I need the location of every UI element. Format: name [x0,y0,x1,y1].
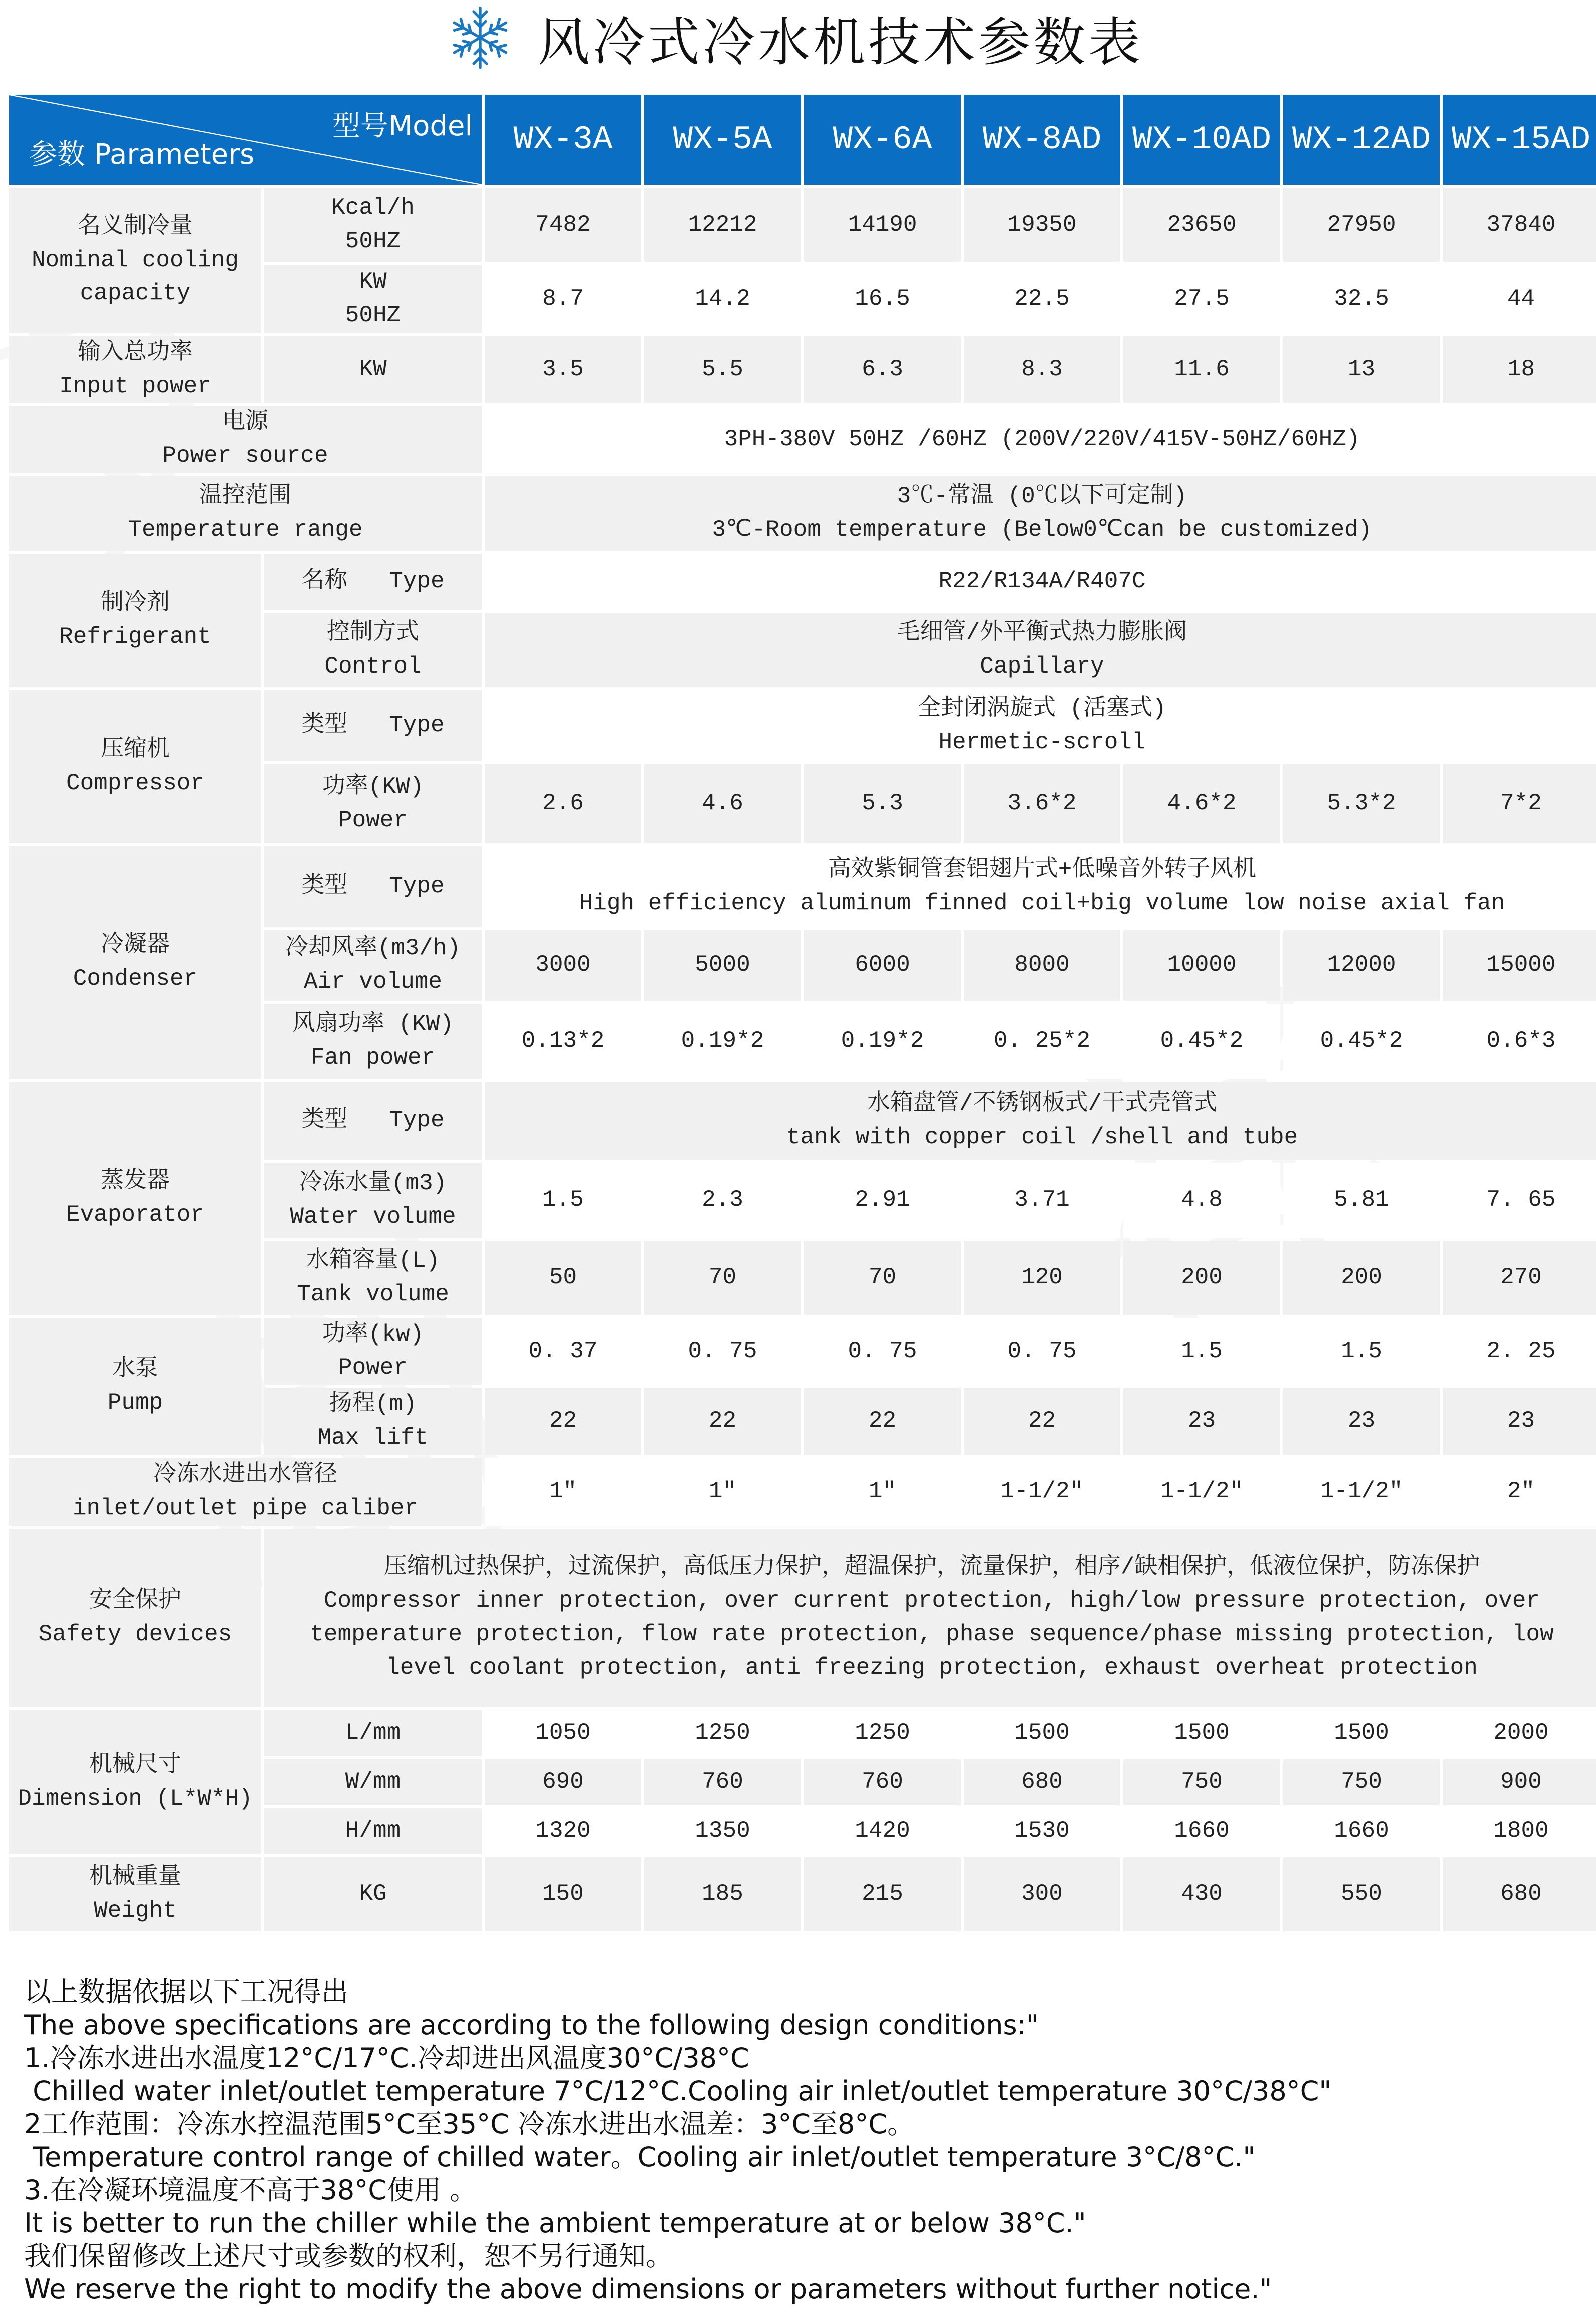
value-cell: 22 [485,1388,641,1454]
value-cell: 44 [1443,265,1596,333]
sub-label: 冷却风率(m3/h) Air volume [264,930,482,1001]
sub-label: 功率(kw) Power [264,1318,482,1385]
value-cell-span: 压缩机过热保护，过流保护，高低压力保护，超温保护，流量保护，相序/缺相保护，低液位保护，防冻保护 Compressor inner protection, over current protection, high/low pressure protection, over temperature protection, flow rate protection, phase sequence/phase missing protection, low level coolant protection, anti freezing protection, exhaust overheat protection [264,1529,1596,1707]
value-cell: 2.6 [485,764,641,843]
spec-table [6,92,1596,1934]
value-cell: 680 [1443,1857,1596,1931]
row-label-pump: 水泵 Pump [9,1318,261,1455]
row-label-evaporator: 蒸发器 Evaporator [9,1082,261,1315]
value-cell: 1500 [1283,1710,1440,1756]
note-line: 以上数据依据以下工况得出 [24,1976,348,2008]
value-cell: 12000 [1283,930,1440,1001]
note-line: 2工作范围：冷冻水控温范围5°C至35°C 冷冻水进出水温差：3°C至8°C。 [24,2108,915,2140]
model-header: WX-10AD [1123,95,1280,185]
value-cell: 14190 [804,188,961,262]
value-cell: 8.7 [485,265,641,333]
model-header: WX-6A [804,95,961,185]
value-cell: 15000 [1443,930,1596,1001]
table-row [9,406,1596,472]
sub-label: 冷冻水量(m3) Water volume [264,1163,482,1238]
value-cell: 120 [964,1241,1120,1315]
unit-cell: KW 50HZ [264,265,482,333]
sub-label: 功率(KW) Power [264,764,482,843]
value-cell: 150 [485,1857,641,1931]
value-cell: 0.6*3 [1443,1004,1596,1079]
value-cell: 270 [1443,1241,1596,1315]
value-cell: 1320 [485,1808,641,1854]
value-cell: 430 [1123,1857,1280,1931]
value-cell: 215 [804,1857,961,1931]
value-cell-span: 水箱盘管/不锈钢板式/干式壳管式 tank with copper coil /shell and tube [485,1082,1596,1160]
value-cell: 3000 [485,930,641,1001]
value-cell: 4.6*2 [1123,764,1280,843]
value-cell: 23 [1123,1388,1280,1454]
value-cell-span: 3℃-常温 (0℃以下可定制) 3℃-Room temperature (Below0℃can be customized) [485,476,1596,551]
note-line: The above specifications are according to the following design conditions:" [24,2009,1039,2041]
value-cell: 2″ [1443,1458,1596,1526]
sub-label: 水箱容量(L) Tank volume [264,1241,482,1315]
model-label: 型号Model [332,110,473,142]
value-cell: 16.5 [804,265,961,333]
value-cell: 2.3 [644,1163,801,1238]
unit-cell: Kcal/h 50HZ [264,188,482,262]
value-cell: 1800 [1443,1808,1596,1854]
value-cell: 550 [1283,1857,1440,1931]
row-label-condenser: 冷凝器 Condenser [9,846,261,1079]
value-cell: 1660 [1123,1808,1280,1854]
value-cell: 0. 75 [644,1318,801,1385]
value-cell: 1.5 [1283,1318,1440,1385]
row-label-refrigerant: 制冷剂 Refrigerant [9,554,261,687]
value-cell: 3.5 [485,336,641,403]
row-label-cooling: 名义制冷量 Nominal cooling capacity [9,188,261,333]
sub-label: 扬程(m) Max lift [264,1388,482,1454]
header-corner [9,95,482,185]
value-cell: 1500 [1123,1710,1280,1756]
value-cell-span: 3PH-380V 50HZ /60HZ (200V/220V/415V-50HZ/60HZ) [485,406,1596,472]
model-header: WX-15AD [1443,95,1596,185]
note-line: Chilled water inlet/outlet temperature 7°C/12°C.Cooling air inlet/outlet temperature 30°C/38°C" [24,2075,1332,2107]
model-header: WX-5A [644,95,801,185]
value-cell: 1350 [644,1808,801,1854]
value-cell: 760 [804,1759,961,1805]
snowflake-icon [453,5,508,70]
value-cell: 1530 [964,1808,1120,1854]
page-header [0,0,1596,75]
value-cell: 37840 [1443,188,1596,262]
value-cell: 7482 [485,188,641,262]
value-cell: 750 [1123,1759,1280,1805]
value-cell: 14.2 [644,265,801,333]
value-cell-span: 毛细管/外平衡式热力膨胀阀 Capillary [485,613,1596,687]
value-cell: 19350 [964,188,1120,262]
table-row [9,188,1596,262]
value-cell: 1420 [804,1808,961,1854]
sub-label: 类型 Type [264,1082,482,1160]
model-header: WX-3A [485,95,641,185]
page-title: 风冷式冷水机技术参数表 [537,12,1143,73]
value-cell: 185 [644,1857,801,1931]
sub-label: 类型 Type [264,846,482,927]
sub-label: 名称 Type [264,554,482,610]
value-cell: 3.6*2 [964,764,1120,843]
value-cell: 8.3 [964,336,1120,403]
note-line: It is better to run the chiller while the ambient temperature at or below 38°C." [24,2207,1086,2239]
value-cell: 1250 [804,1710,961,1756]
params-label: 参数 Parameters [29,138,255,171]
value-cell: 13 [1283,336,1440,403]
value-cell: 7*2 [1443,764,1596,843]
value-cell: 70 [644,1241,801,1315]
value-cell-span: R22/R134A/R407C [485,554,1596,610]
model-header: WX-12AD [1283,95,1440,185]
value-cell: 900 [1443,1759,1596,1805]
value-cell: 11.6 [1123,336,1280,403]
note-line: 1.冷冻水进出水温度12°C/17°C.冷却进出风温度30°C/38°C [24,2042,749,2074]
row-label-compressor: 压缩机 Compressor [9,690,261,843]
row-label-safety: 安全保护 Safety devices [9,1529,261,1707]
note-line: 我们保留修改上述尺寸或参数的权利，恕不另行通知。 [24,2240,673,2272]
value-cell: 690 [485,1759,641,1805]
value-cell: 22 [644,1388,801,1454]
value-cell: 22 [804,1388,961,1454]
unit-cell: KW [264,336,482,403]
value-cell: 5.3*2 [1283,764,1440,843]
value-cell: 70 [804,1241,961,1315]
value-cell: 0. 25*2 [964,1004,1120,1079]
value-cell: 5.81 [1283,1163,1440,1238]
value-cell: 1.5 [1123,1318,1280,1385]
sub-label: 控制方式 Control [264,613,482,687]
sub-label: 类型 Type [264,690,482,761]
value-cell: 1250 [644,1710,801,1756]
value-cell: 4.6 [644,764,801,843]
value-cell: 6.3 [804,336,961,403]
note-line: We reserve the right to modify the above dimensions or parameters without further notice." [24,2273,1272,2305]
value-cell: 7. 65 [1443,1163,1596,1238]
value-cell: 18 [1443,336,1596,403]
value-cell: 12212 [644,188,801,262]
value-cell: 300 [964,1857,1120,1931]
value-cell: 4.8 [1123,1163,1280,1238]
design-conditions-notes [24,1975,1576,2306]
value-cell: 750 [1283,1759,1440,1805]
value-cell: 32.5 [1283,265,1440,333]
row-label-power-source: 电源 Power source [9,406,482,472]
value-cell: 200 [1123,1241,1280,1315]
note-line: Temperature control range of chilled water。Cooling air inlet/outlet temperature 3°C/8°C." [24,2141,1256,2173]
row-label-weight: 机械重量 Weight [9,1857,261,1931]
value-cell: 23 [1443,1388,1596,1454]
table-row [9,1710,1596,1756]
table-row [9,476,1596,551]
value-cell: 680 [964,1759,1120,1805]
table-row [9,1318,1596,1385]
value-cell: 0. 75 [804,1318,961,1385]
value-cell: 0.19*2 [804,1004,961,1079]
value-cell: 0.45*2 [1283,1004,1440,1079]
value-cell: 1-1/2″ [1123,1458,1280,1526]
row-label-input-power: 输入总功率 Input power [9,336,261,403]
unit-cell: KG [264,1857,482,1931]
value-cell: 22 [964,1388,1120,1454]
value-cell: 1″ [485,1458,641,1526]
unit-cell: L/mm [264,1710,482,1756]
table-row [9,336,1596,403]
row-label-dimension: 机械尺寸 Dimension (L*W*H) [9,1710,261,1854]
value-cell-span: 全封闭涡旋式 (活塞式) Hermetic-scroll [485,690,1596,761]
value-cell: 0. 75 [964,1318,1120,1385]
value-cell: 1660 [1283,1808,1440,1854]
value-cell: 1050 [485,1710,641,1756]
value-cell: 5.5 [644,336,801,403]
value-cell: 10000 [1123,930,1280,1001]
value-cell: 8000 [964,930,1120,1001]
table-row [9,1857,1596,1931]
value-cell: 1-1/2″ [964,1458,1120,1526]
model-header: WX-8AD [964,95,1120,185]
value-cell: 3.71 [964,1163,1120,1238]
table-row [9,1458,1596,1526]
value-cell: 0.45*2 [1123,1004,1280,1079]
value-cell-span: 高效紫铜管套铝翅片式+低噪音外转子风机 High efficiency aluminum finned coil+big volume low noise axial fan [485,846,1596,927]
table-row [9,846,1596,927]
value-cell: 27.5 [1123,265,1280,333]
value-cell: 1500 [964,1710,1120,1756]
value-cell: 2.91 [804,1163,961,1238]
row-label-temp-range: 温控范围 Temperature range [9,476,482,551]
value-cell: 760 [644,1759,801,1805]
value-cell: 27950 [1283,188,1440,262]
value-cell: 50 [485,1241,641,1315]
value-cell: 1-1/2″ [1283,1458,1440,1526]
value-cell: 6000 [804,930,961,1001]
value-cell: 22.5 [964,265,1120,333]
value-cell: 2. 25 [1443,1318,1596,1385]
value-cell: 23650 [1123,188,1280,262]
note-line: 3.在冷凝环境温度不高于38°C使用 。 [24,2174,477,2206]
table-row [9,690,1596,761]
row-label-pipe: 冷冻水进出水管径 inlet/outlet pipe caliber [9,1458,482,1526]
table-row [9,554,1596,610]
value-cell: 0.13*2 [485,1004,641,1079]
value-cell: 0.19*2 [644,1004,801,1079]
value-cell: 5.3 [804,764,961,843]
value-cell: 2000 [1443,1710,1596,1756]
value-cell: 200 [1283,1241,1440,1315]
table-row [9,1529,1596,1707]
sub-label: 风扇功率 (KW) Fan power [264,1004,482,1079]
unit-cell: H/mm [264,1808,482,1854]
header-row [9,95,1596,185]
value-cell: 5000 [644,930,801,1001]
value-cell: 23 [1283,1388,1440,1454]
value-cell: 1″ [804,1458,961,1526]
table-row [9,1082,1596,1160]
value-cell: 1″ [644,1458,801,1526]
value-cell: 1.5 [485,1163,641,1238]
value-cell: 0. 37 [485,1318,641,1385]
unit-cell: W/mm [264,1759,482,1805]
